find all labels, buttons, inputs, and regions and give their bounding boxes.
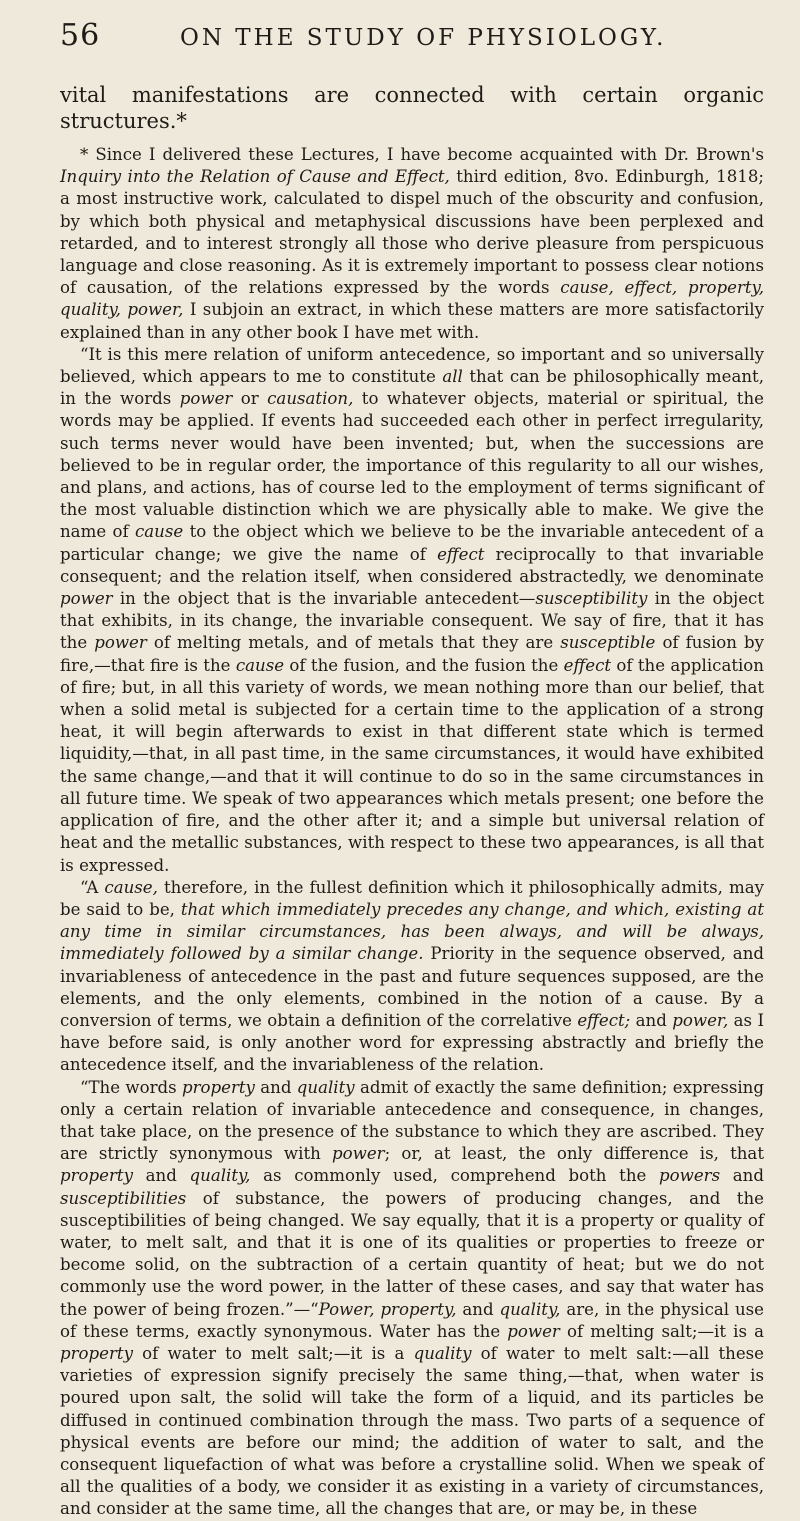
running-title: ON THE STUDY OF PHYSIOLOGY. <box>180 25 667 51</box>
footnote-paragraph-3: “A cause, therefore, in the fullest definition which it philosophically admits, may be said to be, that which immediately precedes any change, and which, existing at any time in similar circumstances, has been always, and will be always, immediately followed by a similar change. Priority in the sequence observed, and invariableness of antecedence in the past and future sequences supposed, are the elements, and the only elements, combined in the notion of a cause. By a conversion of terms, we obtain a definition of the correlative effect; and power, as I have before said, is only another word for expressing abstractly and briefly the antecedence itself, and the invariableness of the relation. <box>60 877 765 1075</box>
page-number: 56 <box>60 18 101 53</box>
footnote-paragraph-2: “It is this mere relation of uniform antecedence, so important and so universally believed, which appears to me to constitute all that can be philosophically meant, in the words power or causation, to whatever objects, material or spiritual, the words may be applied. If events had succeeded each other in perfect irregularity, such terms never would have been invented; but, when the successions are believed to be in regular order, the importance of this regularity to all our wishes, and plans, and actions, has of course led to the employment of terms significant of the most valuable distinction which we are physically able to make. We give the name of cause to the object which we believe to be the invariable antecedent of a particular change; we give the name of effect reciprocally to that invariable consequent; and the relation itself, when considered abstractedly, we denominate power in the object that is the invariable antecedent—susceptibility in the object that exhibits, in its change, the invariable consequent. We say of fire, that it has the power of melting metals, and of metals that they are susceptible of fusion by fire,—that fire is the cause of the fusion, and the fusion the effect of the application of fire; but, in all this variety of words, we mean nothing more than our belief, that when a solid metal is subjected for a certain time to the application of a strong heat, it will begin afterwards to exist in that different state which is termed liquidity,—that, in all past time, in the same circumstances, it would have exhibited the same change,—and that it will continue to do so in the same circumstances in all future time. We speak of two appearances which metals present; one before the application of fire, and the other after it; and a simple but universal relation of heat and the metallic substances, with respect to these two appearances, is all that is expressed. <box>60 344 765 875</box>
footnote-paragraph-1: * Since I delivered these Lectures, I have become acquainted with Dr. Brown's Inquiry into the Relation of Cause and Effect, third edition, 8vo. Edinburgh, 1818; a most instructive work, calculated to dispel much of the obscurity and confusion, by which both physical and metaphysical discussions have been perplexed and retarded, and to interest strongly all those who derive pleasure from perspicuous language and close reasoning. As it is extremely important to possess clear notions of causation, of the relations expressed by the words cause, effect, property, quality, power, I subjoin an extract, in which these matters are more satisfactorily explained than in any other book I have met with. <box>60 145 764 342</box>
main-text: vital manifestations are connected with certain organic structures.* <box>60 83 764 133</box>
footnote-paragraph-4: “The words property and quality admit of exactly the same definition; expressing only a certain relation of invariable antecedence and consequence, in changes, that take place, on the presence of the substance to which they are ascribed. They are strictly synonymous with power; or, at least, the only difference is, that property and quality, as commonly used, comprehend both the powers and susceptibilities of substance, the powers of producing changes, and the susceptibilities of being changed. We say equally, that it is a property or quality of water, to melt salt, and that it is one of its qualities or properties to freeze or become solid, on the subtraction of a certain quantity of heat; but we do not commonly use the word power, in the latter of these cases, and say that water has the power of being frozen.”—“Power, property, and quality, are, in the physical use of these terms, exactly synonymous. Water has the power of melting salt;—it is a property of water to melt salt;—it is a quality of water to melt salt:—all these varieties of expression signify precisely the same thing,—that, when water is poured upon salt, the solid will take the form of a liquid, and its particles be diffused in continued combination through the mass. Two parts of a sequence of physical events are before our mind; the addition of water to salt, and the consequent liquefaction of what was before a crystalline solid. When we speak of all the qualities of a body, we consider it as existing in a variety of circumstances, and consider at the same time, all the changes that are, or may be, in these <box>60 1077 764 1519</box>
footnote <box>60 144 764 1521</box>
running-head <box>60 18 764 62</box>
